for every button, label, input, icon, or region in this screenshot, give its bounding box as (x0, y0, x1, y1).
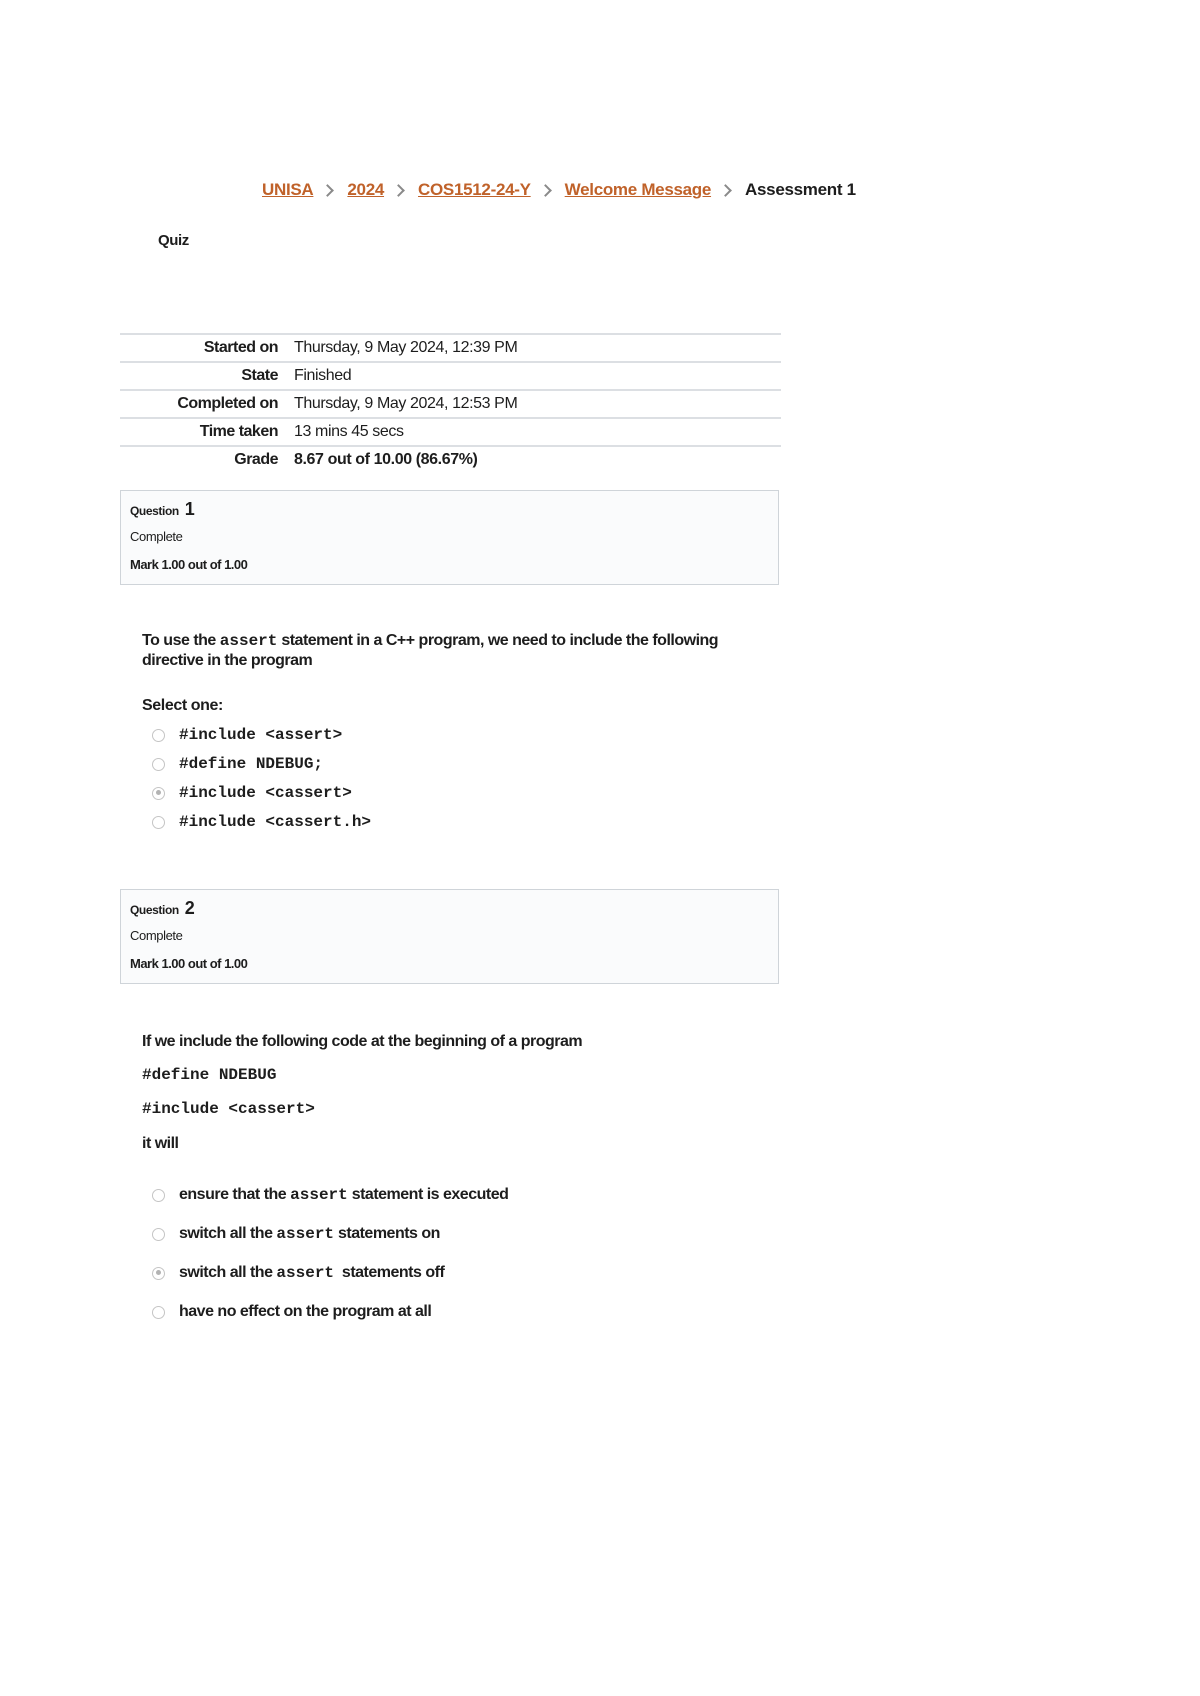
summary-row-state (120, 362, 781, 390)
code-line-1: #define NDEBUG (142, 1066, 277, 1084)
question-2-info (120, 889, 779, 984)
q2-option-3[interactable] (152, 1264, 444, 1282)
question-1-info (120, 490, 779, 585)
question-1-text (142, 631, 762, 670)
quiz-label: Quiz (158, 232, 189, 249)
summary-label: State (120, 362, 292, 390)
radio-button[interactable] (152, 1228, 165, 1241)
radio-button[interactable] (152, 758, 165, 771)
select-one-prompt: Select one: (142, 697, 223, 714)
summary-label: Time taken (120, 418, 292, 446)
summary-row-grade (120, 446, 781, 473)
summary-value: Finished (292, 362, 781, 390)
summary-value: 8.67 out of 10.00 (86.67%) (292, 446, 781, 473)
question-text-part: statement in a C++ program, we need to include the following directive in the program (142, 632, 719, 669)
question-2-text-end: it will (142, 1135, 179, 1152)
summary-label: Grade (120, 446, 292, 473)
chevron-right-icon (392, 184, 405, 197)
question-number-value: 2 (184, 898, 195, 918)
summary-label: Started on (120, 334, 292, 362)
question-mark: Mark 1.00 out of 1.00 (130, 956, 248, 971)
attempt-summary-table (120, 333, 781, 473)
option-text: #include <assert> (179, 726, 343, 744)
q2-option-1[interactable] (152, 1186, 508, 1204)
radio-button[interactable] (152, 729, 165, 742)
chevron-right-icon (322, 184, 335, 197)
breadcrumb-link-year[interactable]: 2024 (347, 180, 385, 199)
code-line-2: #include <cassert> (142, 1100, 315, 1118)
option-text: #define NDEBUG; (179, 755, 324, 773)
summary-row-started-on (120, 334, 781, 362)
question-label: Question (130, 903, 179, 917)
option-text: switch all the assert statements off (179, 1264, 445, 1282)
summary-label: Completed on (120, 390, 292, 418)
radio-button-selected[interactable] (152, 787, 165, 800)
breadcrumb (262, 180, 856, 200)
question-2-text: If we include the following code at the beginning of a program (142, 1033, 583, 1050)
q1-option-1[interactable] (152, 726, 342, 744)
question-number-value: 1 (184, 499, 195, 519)
question-number (130, 898, 194, 919)
question-text-code: assert (219, 632, 278, 650)
radio-button[interactable] (152, 816, 165, 829)
question-state: Complete (130, 928, 183, 943)
question-label: Question (130, 504, 179, 518)
radio-button[interactable] (152, 1189, 165, 1202)
summary-value: Thursday, 9 May 2024, 12:39 PM (292, 334, 781, 362)
q1-option-2[interactable] (152, 755, 323, 773)
question-state: Complete (130, 529, 183, 544)
chevron-right-icon (539, 184, 552, 197)
breadcrumb-link-welcome[interactable]: Welcome Message (564, 180, 712, 199)
summary-row-time-taken (120, 418, 781, 446)
breadcrumb-current: Assessment 1 (745, 180, 856, 199)
radio-button-selected[interactable] (152, 1267, 165, 1280)
q2-option-2[interactable] (152, 1225, 440, 1243)
option-text: #include <cassert.h> (179, 813, 372, 831)
q2-option-4[interactable] (152, 1303, 431, 1321)
option-text: #include <cassert> (179, 784, 352, 802)
breadcrumb-link-course[interactable]: COS1512-24-Y (418, 180, 531, 199)
summary-row-completed-on (120, 390, 781, 418)
option-text: ensure that the assert statement is executed (179, 1186, 509, 1204)
radio-button[interactable] (152, 1306, 165, 1319)
q1-option-4[interactable] (152, 813, 371, 831)
question-text-part: To use the (142, 632, 220, 649)
q1-option-3[interactable] (152, 784, 352, 802)
summary-value: 13 mins 45 secs (292, 418, 781, 446)
breadcrumb-link-unisa[interactable]: UNISA (262, 180, 314, 199)
question-number (130, 499, 194, 520)
question-mark: Mark 1.00 out of 1.00 (130, 557, 248, 572)
chevron-right-icon (719, 184, 732, 197)
option-text: switch all the assert statements on (179, 1225, 440, 1243)
summary-value: Thursday, 9 May 2024, 12:53 PM (292, 390, 781, 418)
option-text: have no effect on the program at all (179, 1303, 432, 1320)
